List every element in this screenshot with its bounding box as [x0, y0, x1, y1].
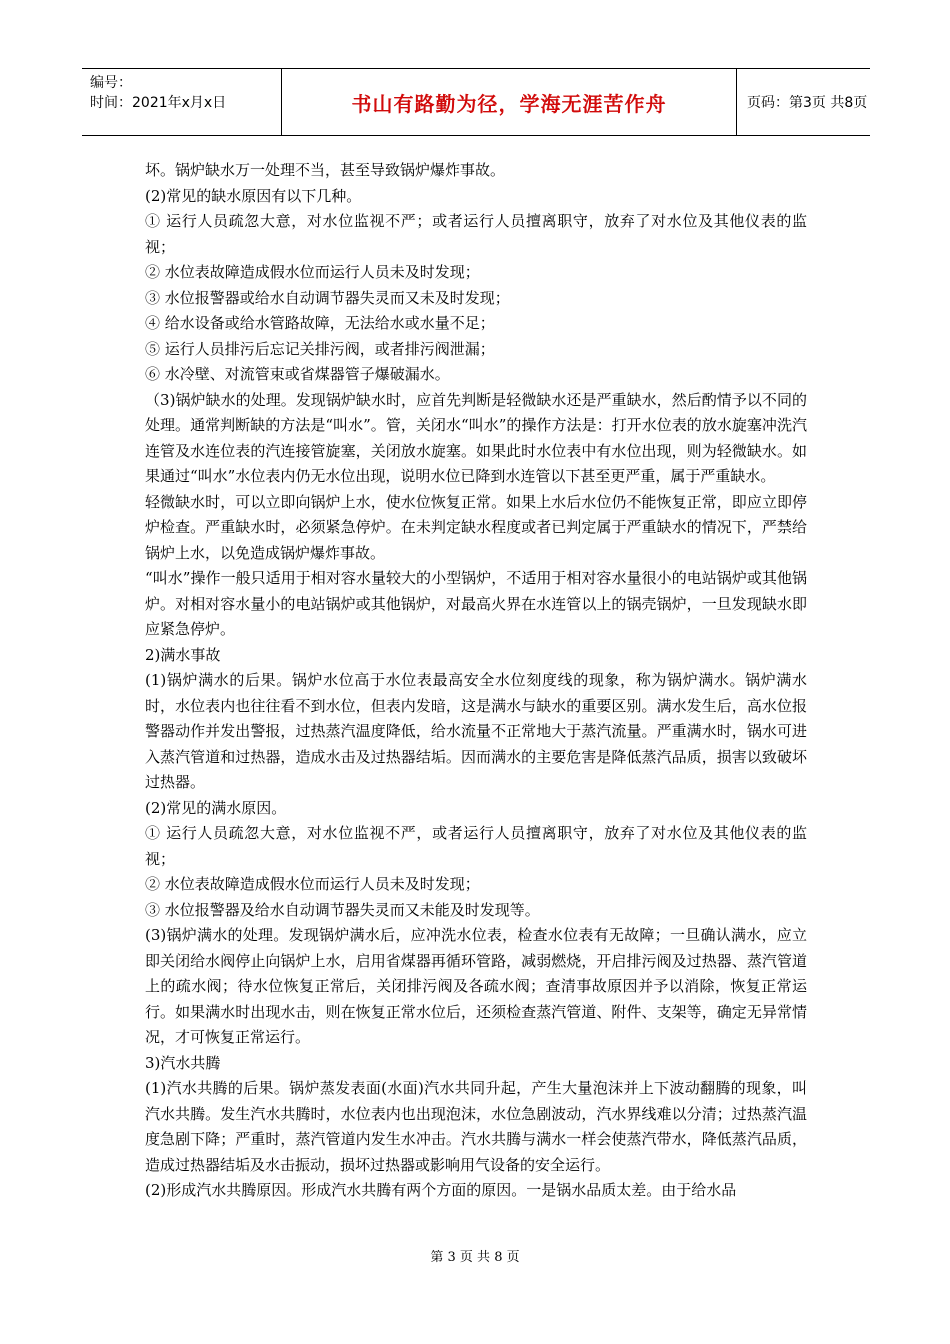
paragraph: ⑥ 水冷壁、对流管束或省煤器管子爆破漏水。 — [145, 365, 450, 383]
paragraph: 轻微缺水时，可以立即向锅炉上水，使水位恢复正常。如果上水后水位仍不能恢复正常，即应立即停炉检查。严重缺水时，必须紧急停炉。在未判定缺水程度或者已判定属于严重缺水的情况下，严禁给锅炉上水，以免造成锅炉爆炸事故。 — [145, 492, 807, 562]
section-heading: 3)汽水共腾 — [145, 1053, 221, 1072]
paragraph: (3)锅炉满水的处理。发现锅炉满水后，应冲洗水位表，检查水位表有无故障；一旦确认满水，应立即关闭给水阀停止向锅炉上水，启用省煤器再循环管路，减弱燃烧，开启排污阀及过热器、蒸汽管道上的疏水阀；待水位恢复正常后，关闭排污阀及各疏水阀；查清事故原因并予以消除，恢复正常运行。如果满水时出现水击，则在恢复正常水位后，还须检查蒸汽管道、附件、支架等，确定无异常情况，才可恢复正常运行。 — [145, 926, 807, 1046]
paragraph: ③ 水位报警器或给水自动调节器失灵而又未及时发现； — [145, 288, 510, 307]
paragraph: ③ 水位报警器及给水自动调节器失灵而又未能及时发现等。 — [145, 900, 540, 919]
page-footer: 第 3 页 共 8 页 — [430, 1250, 520, 1265]
paragraph: (2)形成汽水共腾原因。形成汽水共腾有两个方面的原因。一是锅水品质太差。由于给水品 — [145, 1181, 737, 1199]
paragraph: ④ 给水设备或给水管路故障，无法给水或水量不足； — [145, 314, 495, 332]
header-info-cell — [82, 69, 282, 135]
document-body — [145, 158, 807, 1204]
paragraph: “叫水”操作一般只适用于相对容水量较大的小型锅炉，不适用于相对容水量很小的电站锅炉或其他锅炉。对相对容水量小的电站锅炉或其他锅炉，对最高火界在水连管以上的锅壳锅炉，一旦发现缺水即应紧急停炉。 — [145, 569, 807, 638]
header-page-cell — [737, 69, 870, 135]
paragraph: ① 运行人员疏忽大意，对水位监视不严，或者运行人员擅离职守，放弃了对水位及其他仪表的监视； — [145, 824, 807, 868]
paragraph: ⑤ 运行人员排污后忘记关排污阀，或者排污阀泄漏； — [145, 339, 495, 358]
paragraph: ② 水位表故障造成假水位而运行人员未及时发现； — [145, 263, 480, 281]
paragraph: （3)锅炉缺水的处理。发现锅炉缺水时，应首先判断是轻微缺水还是严重缺水，然后酌情予以不同的处理。通常判断缺的方法是“叫水”。管，关闭水“叫水”的操作方法是：打开水位表的放水旋塞冲洗汽连管及水连位表的汽连接管旋塞，关闭放水旋塞。如果此时水位表中有水位出现，则为轻微缺水。如果通过“叫水”水位表内仍无水位出现，说明水位已降到水连管以下甚至更严重，属于严重缺水。 — [145, 390, 807, 485]
page-header — [82, 68, 870, 136]
header-motto: 书山有路勤为径，学海无涯苦作舟 — [351, 91, 667, 116]
document-date-label: 时间：2021年x月x日 — [90, 95, 227, 111]
paragraph: ① 运行人员疏忽大意，对水位监视不严；或者运行人员擅离职守，放弃了对水位及其他仪表的监视； — [145, 212, 807, 256]
paragraph: 坏。锅炉缺水万一处理不当，甚至导致锅炉爆炸事故。 — [145, 161, 506, 179]
paragraph: (2)常见的满水原因。 — [145, 798, 287, 817]
section-heading: 2)满水事故 — [145, 645, 221, 664]
paragraph: (1)锅炉满水的后果。锅炉水位高于水位表最高安全水位刻度线的现象，称为锅炉满水。锅炉满水时，水位表内也往往看不到水位，但表内发暗，这是满水与缺水的重要区别。满水发生后，高水位报警器动作并发出警报，过热蒸汽温度降低，给水流量不正常地大于蒸汽流量。严重满水时，锅水可进入蒸汽管道和过热器，造成水击及过热器结垢。因而满水的主要危害是降低蒸汽品质，损害以致破坏过热器。 — [145, 671, 807, 791]
paragraph: ② 水位表故障造成假水位而运行人员未及时发现； — [145, 875, 480, 893]
paragraph: (1)汽水共腾的后果。锅炉蒸发表面(水面)汽水共同升起，产生大量泡沫并上下波动翻腾的现象，叫汽水共腾。发生汽水共腾时，水位表内也出现泡沫，水位急剧波动，汽水界线难以分清；过热蒸汽温度急剧下降；严重时，蒸汽管道内发生水冲击。汽水共腾与满水一样会使蒸汽带水，降低蒸汽品质，造成过热器结垢及水击振动，损坏过热器或影响用气设备的安全运行。 — [145, 1079, 807, 1174]
header-page-number: 页码：第3页 共8页 — [747, 95, 868, 111]
document-number-label: 编号： — [90, 75, 132, 91]
header-motto-cell — [282, 69, 737, 135]
paragraph: (2)常见的缺水原因有以下几种。 — [145, 186, 362, 205]
